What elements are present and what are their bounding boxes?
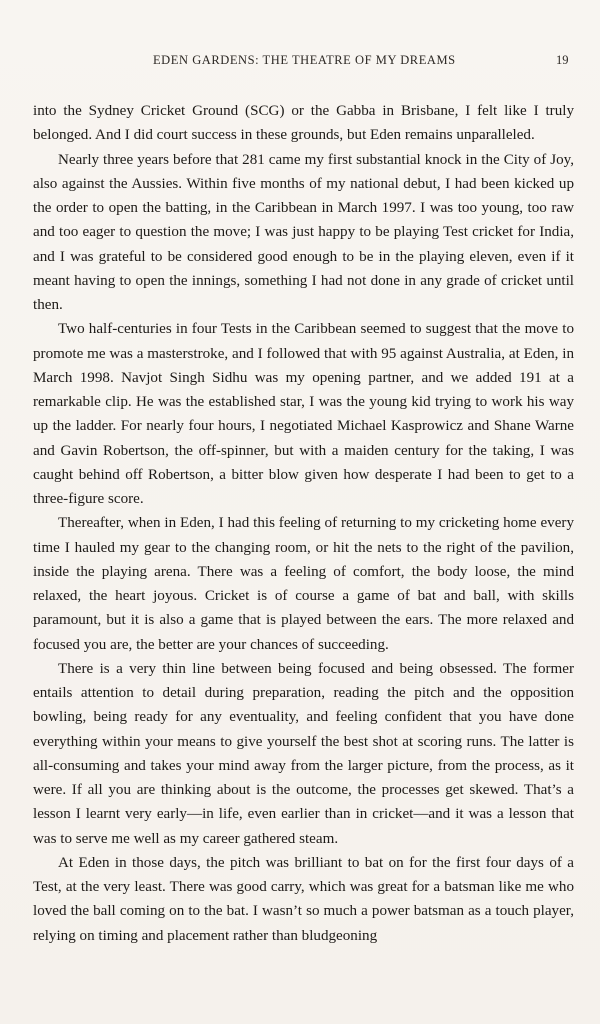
paragraph: Nearly three years before that 281 came my first substantial knock in the City of Joy, also against the Aussies. Within five months of my national debut, I had been kicked up the order to open the batting, in the Caribbean in March 1997. I was too young, too raw and too eager to question the move; I was just happy to be playing Test cricket for India, and I was grateful to be considered good enough to be in the playing eleven, even if it meant having to open the innings, something I had not done in any grade of cricket until then. xyxy=(33,151,574,313)
paragraph: There is a very thin line between being focused and being obsessed. The former entails attention to detail during preparation, reading the pitch and the opposition bowling, being ready for any eventuality, and feeling confident that you have done everything within your means to give yourself the best shot at scoring runs. The latter is all-consuming and takes your mind away from the larger picture, from the process, as it were. If all you are thinking about is the outcome, the processes get skewed. That’s a lesson I learnt very early—in life, even earlier than in cricket—and it was a lesson that was to serve me well as my career gathered steam. xyxy=(33,660,574,847)
paragraph: Two half-centuries in four Tests in the Caribbean seemed to suggest that the move to promote me was a masterstroke, and I followed that with 95 against Australia, at Eden, in March 1998. Navjot Singh Sidhu was my opening partner, and we added 191 at a remarkable clip. He was the established star, I was the young kid trying to work his way up the ladder. For nearly four hours, I negotiated Michael Kasprowicz and Shane Warne and Gavin Robertson, the off-spinner, but with a maiden century for the taking, I was caught behind off Robertson, a bitter blow given how desperate I had been to get to a three-figure score. xyxy=(33,321,574,507)
running-title: EDEN GARDENS: THE THEATRE OF MY DREAMS xyxy=(153,53,456,67)
paragraph: into the Sydney Cricket Ground (SCG) or the Gabba in Brisbane, I felt like I truly belonged. And I did court success in these grounds, but Eden remains unparalleled. xyxy=(33,103,574,144)
body-text xyxy=(33,99,574,948)
page-number: 19 xyxy=(556,53,569,67)
paragraph: Thereafter, when in Eden, I had this feeling of returning to my cricketing home every time I hauled my gear to the changing room, or hit the nets to the right of the pavilion, inside the playing arena. There was a feeling of comfort, the body loose, the mind relaxed, the heart joyous. Cricket is of course a game of bat and ball, with skills paramount, but it is also a game that is played between the ears. The more relaxed and focused you are, the better are your chances of succeeding. xyxy=(33,515,574,653)
paragraph: At Eden in those days, the pitch was brilliant to bat on for the first four days of a Test, at the very least. There was good carry, which was great for a batsman like me who loved the ball coming on to the bat. I wasn’t so much a power batsman as a touch player, relying on timing and placement rather than bludgeoning xyxy=(33,854,574,944)
running-header xyxy=(0,53,600,73)
